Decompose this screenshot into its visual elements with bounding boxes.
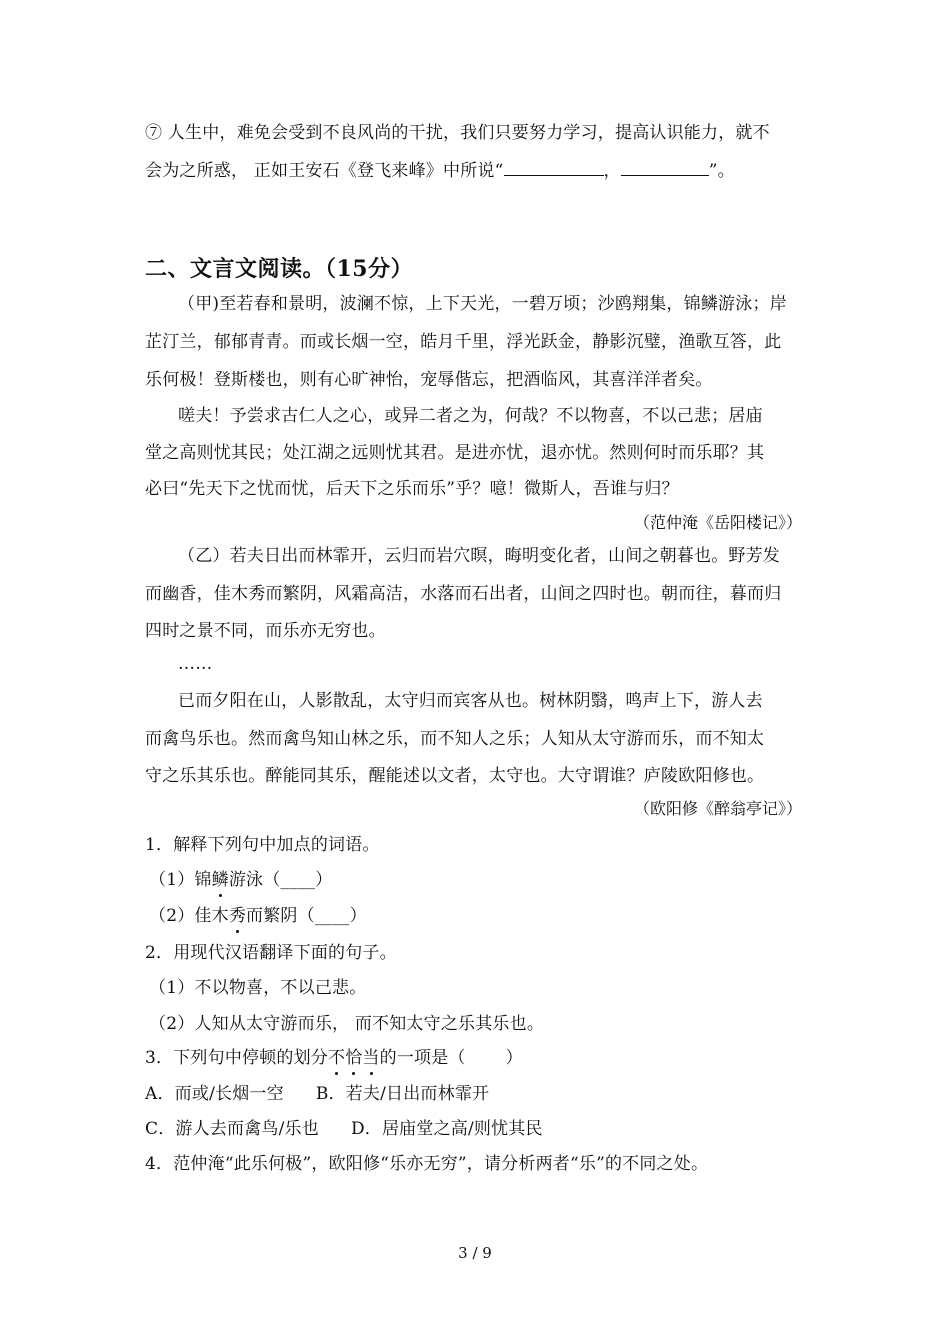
passage-a-line: 必曰“先天下之忧而忧，后天下之乐而乐”乎？噫！微斯人，吾谁与归？ xyxy=(145,479,679,499)
answer-blank-2[interactable] xyxy=(621,159,709,176)
q7-line-2-prefix: 会为之所惑， 正如王安石《登飞来峰》中所说“ xyxy=(145,161,504,181)
passage-b-line: 而幽香，佳木秀而繁阴，风霜高洁，水落而石出者，山间之四时也。朝而往，暮而归 xyxy=(145,584,782,604)
option-b[interactable]: B．若夫/日出而林霏开 xyxy=(315,1084,490,1104)
dotted-character: 当 xyxy=(362,1048,380,1068)
option-d[interactable]: D．居庙堂之高/则忧其民 xyxy=(350,1119,543,1139)
dotted-character: 恰 xyxy=(345,1048,363,1068)
passage-b-ellipsis: …… xyxy=(178,654,213,674)
option-a[interactable]: A．而或/长烟一空 xyxy=(145,1084,284,1104)
passage-b-line: 而禽鸟乐也。然而禽鸟知山林之乐，而不知人之乐；人知从太守游而乐，而不知太 xyxy=(145,729,765,749)
option-c[interactable]: C．游人去而禽鸟/乐也 xyxy=(145,1119,319,1139)
q7-line-1: ⑦ 人生中，难免会受到不良风尚的干扰，我们只要努力学习，提高认识能力，就不 xyxy=(145,123,770,143)
question-1-item-2 xyxy=(149,904,367,928)
page-number: 3 / 9 xyxy=(458,1244,492,1262)
passage-b-line: 已而夕阳在山，人影散乱，太守归而宾客从也。树林阴翳，鸣声上下，游人去 xyxy=(178,691,763,711)
q3-stem-suffix: 的一项是（ ） xyxy=(379,1048,523,1068)
q7-separator: ， xyxy=(603,161,621,181)
passage-a-line: （甲)至若春和景明，波澜不惊，上下天光，一碧万顷；沙鸥翔集，锦鳞游泳；岸 xyxy=(178,294,787,314)
q1-i2-suffix: 而繁阴（____） xyxy=(246,906,367,926)
passage-a-line: 芷汀兰，郁郁青青。而或长烟一空，皓月千里，浮光跃金，静影沉璧，渔歌互答，此 xyxy=(145,332,782,352)
passage-b-line: （乙）若夫日出而林霏开，云归而岩穴暝，晦明变化者，山间之朝暮也。野芳发 xyxy=(178,546,780,566)
question-2-stem: 2．用现代汉语翻译下面的句子。 xyxy=(145,943,397,963)
question-3-options-ab xyxy=(145,1082,489,1106)
section-2-title: 二、文言文阅读。（15分） xyxy=(145,256,414,282)
question-3-options-cd xyxy=(145,1117,543,1141)
question-1-stem: 1．解释下列句中加点的词语。 xyxy=(145,835,380,855)
q7-line-2-suffix: ”。 xyxy=(708,161,735,181)
q1-i1-suffix: 游泳（____） xyxy=(228,870,333,890)
passage-a-line: 乐何极！登斯楼也，则有心旷神怡，宠辱偕忘，把酒临风，其喜洋洋者矣。 xyxy=(145,370,713,390)
passage-a-line: 堂之高则忧其民；处江湖之远则忧其君。是进亦忧，退亦忧。然则何时而乐耶？其 xyxy=(145,443,765,463)
passage-b-source: （欧阳修《醉翁亭记》） xyxy=(633,799,802,818)
passage-a-line: 嗟夫！予尝求古仁人之心，或异二者之为，何哉？不以物喜，不以己悲；居庙 xyxy=(178,406,763,426)
question-1-item-1 xyxy=(149,868,332,892)
question-4-stem: 4．范仲淹“此乐何极”，欧阳修“乐亦无穷”，请分析两者“乐”的不同之处。 xyxy=(145,1154,709,1174)
dotted-character: 不 xyxy=(328,1048,346,1068)
q7-line-2 xyxy=(145,159,735,183)
answer-blank-1[interactable] xyxy=(504,159,604,176)
passage-a-source: （范仲淹《岳阳楼记》） xyxy=(633,513,802,532)
q3-stem-prefix: 3．下列句中停顿的划分 xyxy=(145,1048,329,1068)
question-2-item-2: （2）人知从太守游而乐， 而不知太守之乐其乐也。 xyxy=(149,1014,545,1034)
dotted-character: 鳞 xyxy=(211,870,229,890)
passage-b-line: 四时之景不同，而乐亦无穷也。 xyxy=(145,621,386,641)
dotted-character: 秀 xyxy=(228,906,247,926)
q1-i1-prefix: （1）锦 xyxy=(149,870,212,890)
q1-i2-prefix: （2）佳木 xyxy=(149,906,229,926)
question-3-stem xyxy=(145,1046,523,1070)
question-2-item-1: （1）不以物喜，不以己悲。 xyxy=(149,978,367,998)
passage-b-line: 守之乐其乐也。醉能同其乐，醒能述以文者，太守也。大守谓谁？庐陵欧阳修也。 xyxy=(145,766,765,786)
